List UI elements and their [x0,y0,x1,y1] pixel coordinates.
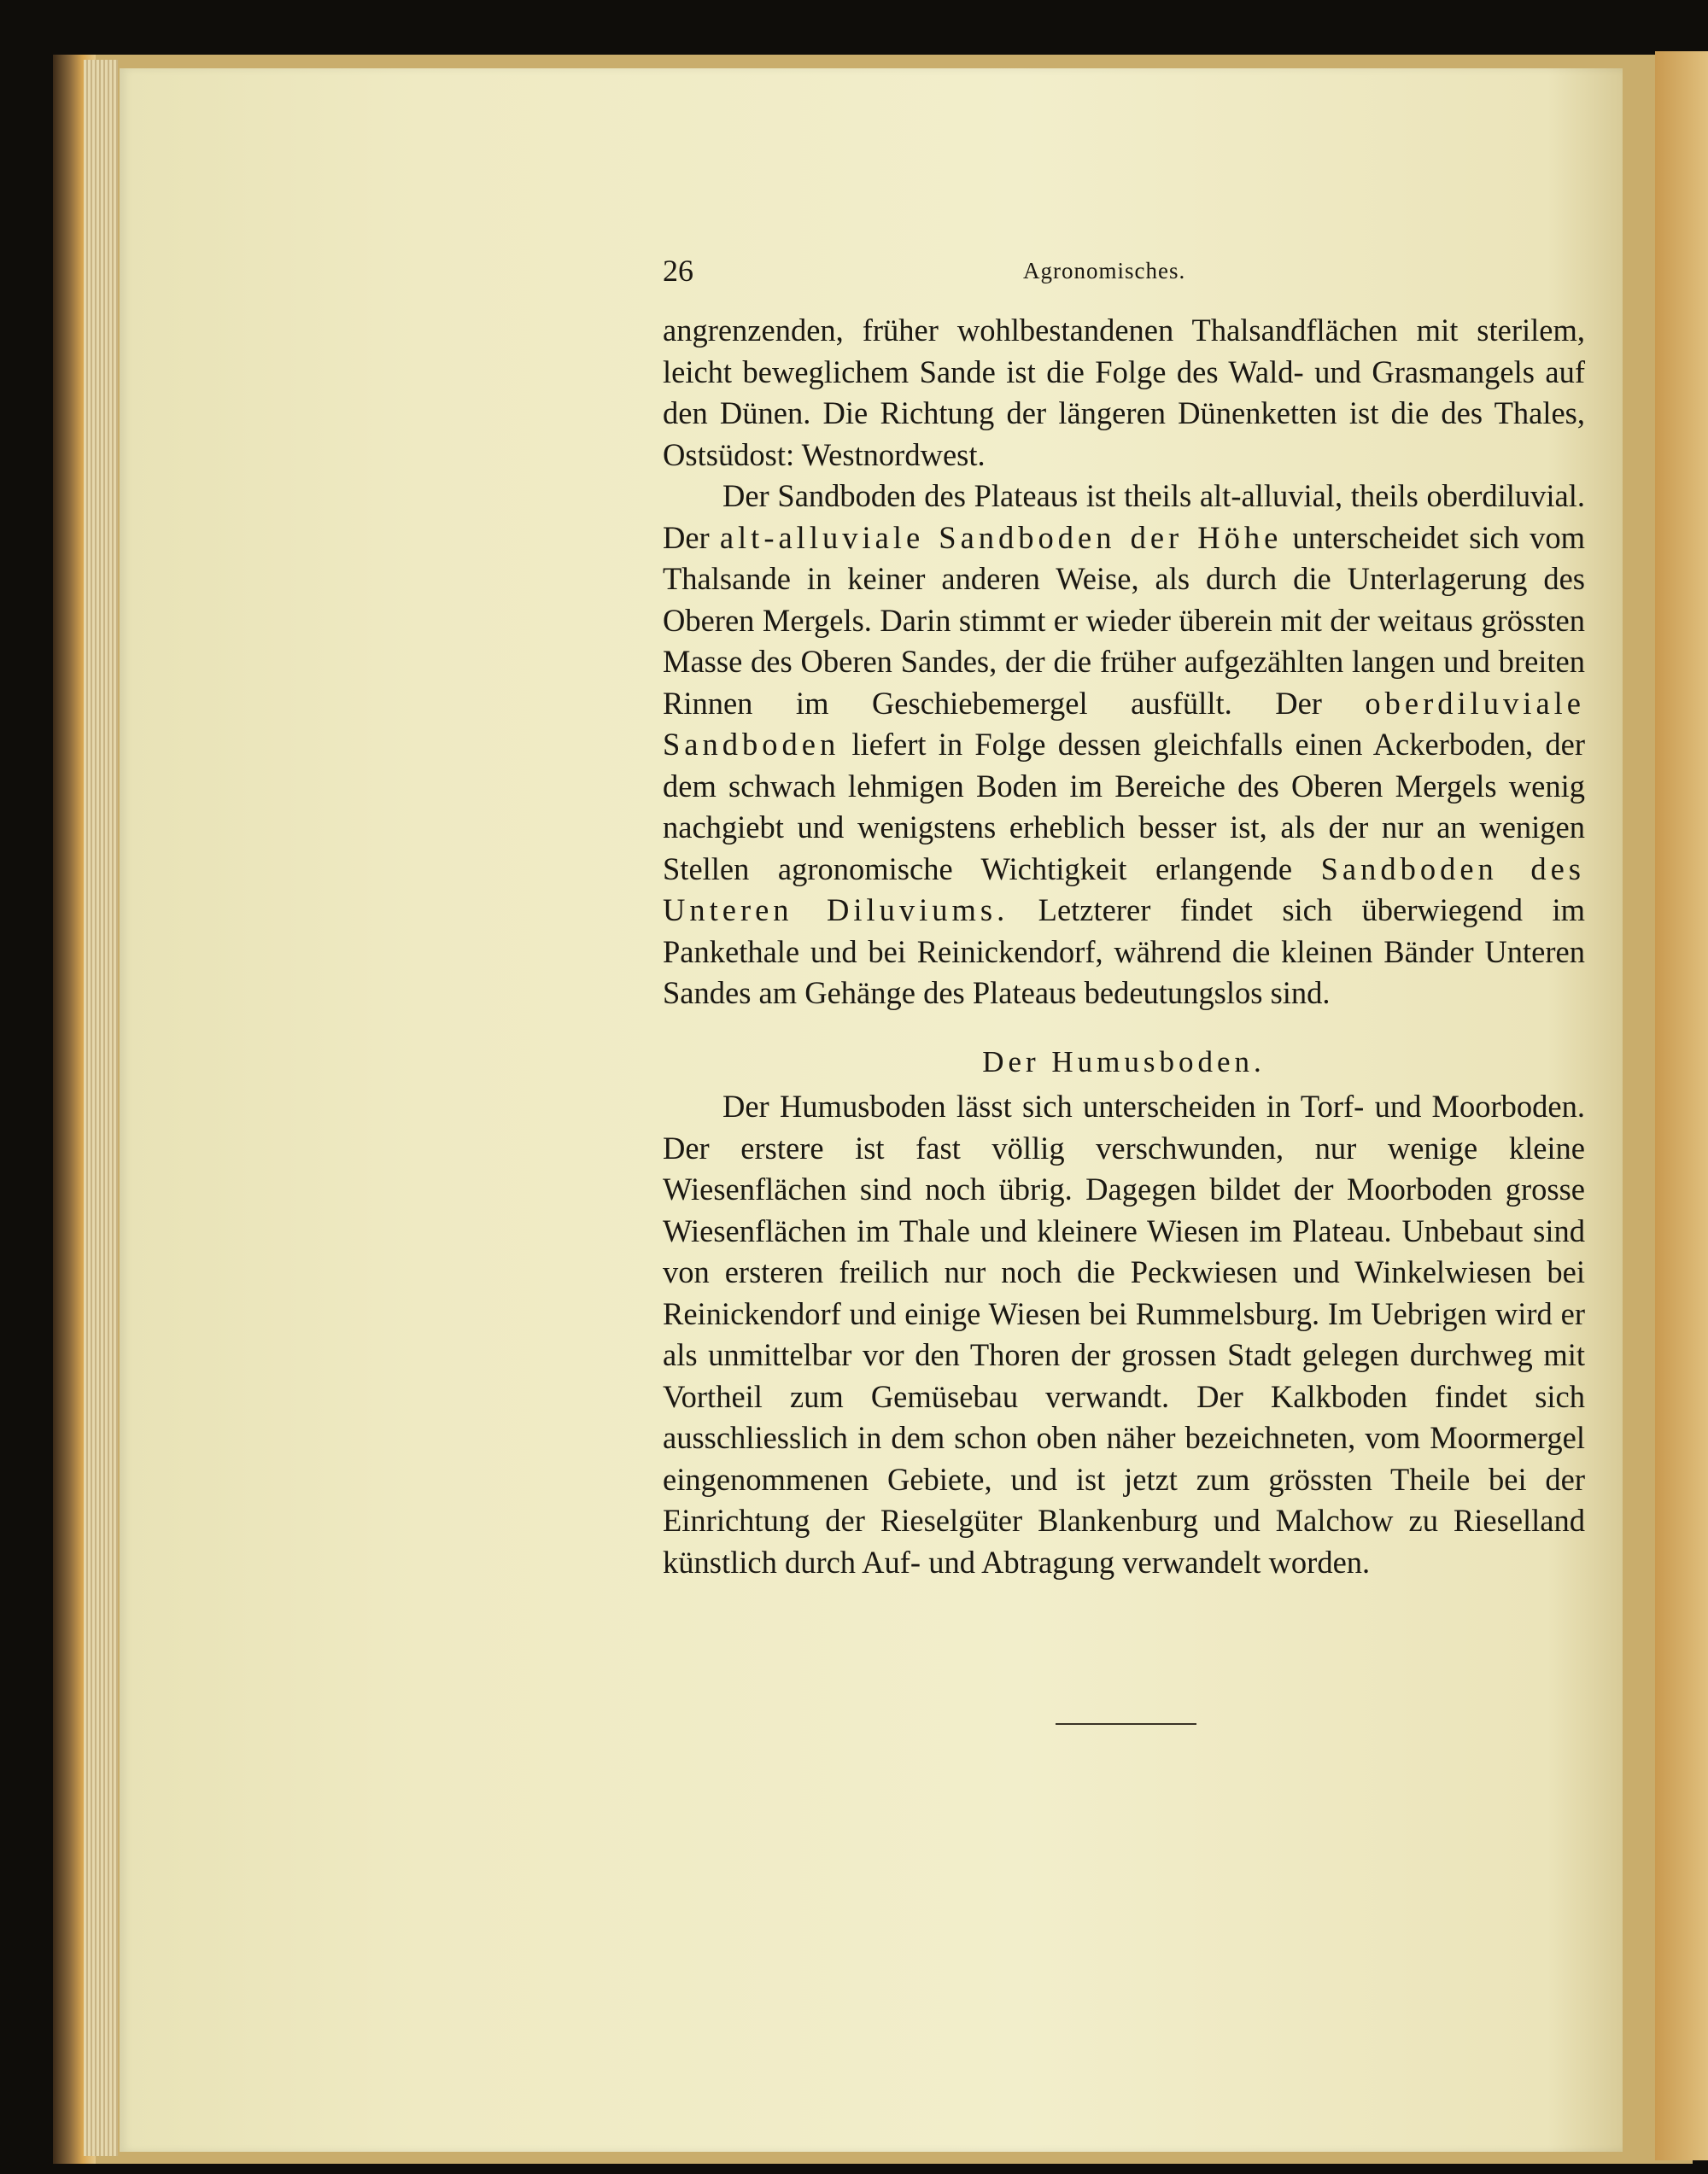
body-text [663,310,1585,1583]
spaced-term: Sandboden des Unteren Diluviums. [663,850,1585,927]
text-run: Der Sandboden des Plateaus ist theils alt-alluvial, theils oberdiluvial. Der [663,478,1585,555]
text-run: Letzterer findet sich überwiegend im Pankethale und bei Reinickendorf, während die kleinen Bänder Unteren Sandes am Gehänge des Plateaus bedeutungslos sind. [663,892,1585,1010]
page-stack [84,60,118,2156]
text-run: unterscheidet sich vom Thalsande in keiner anderen Weise, als durch die Unterlagerung des Oberen Mergels. Darin stimmt er wieder überein mit der weitaus grössten Masse des Oberen Sandes, der die früher aufgezählten langen und breiten Rinnen im Geschiebemergel ausfüllt. Der [663,519,1585,721]
section-sandboden [663,310,1585,1014]
spaced-term: alt-alluviale Sandboden der Höhe [719,519,1283,555]
running-title: Agronomisches. [1023,258,1186,283]
page-header [663,253,1585,304]
section-humusboden [663,1086,1585,1583]
book-page [120,68,1623,2152]
paragraph [663,310,1585,476]
spaced-term: oberdiluviale Sandboden [663,685,1585,762]
paragraph [663,476,1585,1014]
paragraph [663,1086,1585,1583]
text-run: angrenzenden, früher wohlbestandenen Thalsandflächen mit sterilem, leicht beweglichem Sande ist die Folge des Wald- und Grasmangels auf den Dünen. Die Richtung der längeren Dünenketten ist die des Thales, Ostsüdost: Westnordwest. [663,313,1585,472]
page-number: 26 [663,254,693,288]
text-run: Der Humusboden lässt sich unterscheiden in Torf- und Moorboden. Der erstere ist fast völlig verschwunden, nur wenige kleine Wiesenflächen sind noch übrig. Dagegen bildet der Moorboden grosse Wiesenflächen im Thale und kleinere Wiesen im Plateau. Unbebaut sind von ersteren freilich nur noch die Peckwiesen und Winkelwiesen bei Reinickendorf und einige Wiesen bei Rummelsburg. Im Uebrigen wird er als unmittelbar vor den Thoren der grossen Stadt gelegen durchweg mit Vortheil zum Gemüsebau verwandt. Der Kalkboden findet sich ausschliesslich in dem schon oben näher bezeichneten, vom Moormergel eingenommenen Gebiete, und ist jetzt zum grössten Theile bei der Einrichtung der Rieselgüter Blankenburg und Malchow zu Rieselland künstlich durch Auf- und Abtragung verwandelt worden. [663,1089,1585,1580]
facing-page-edge [1655,51,1708,2160]
section-heading: Der Humusboden. [982,1044,1266,1078]
end-rule [1056,1723,1196,1725]
text-run: liefert in Folge dessen gleichfalls einen Ackerboden, der dem schwach lehmigen Boden im Bereiche des Oberen Mergels wenig nachgiebt und wenigstens erheblich besser ist, als der nur an wenigen Stellen agronomische Wichtigkeit erlangende [663,727,1585,886]
